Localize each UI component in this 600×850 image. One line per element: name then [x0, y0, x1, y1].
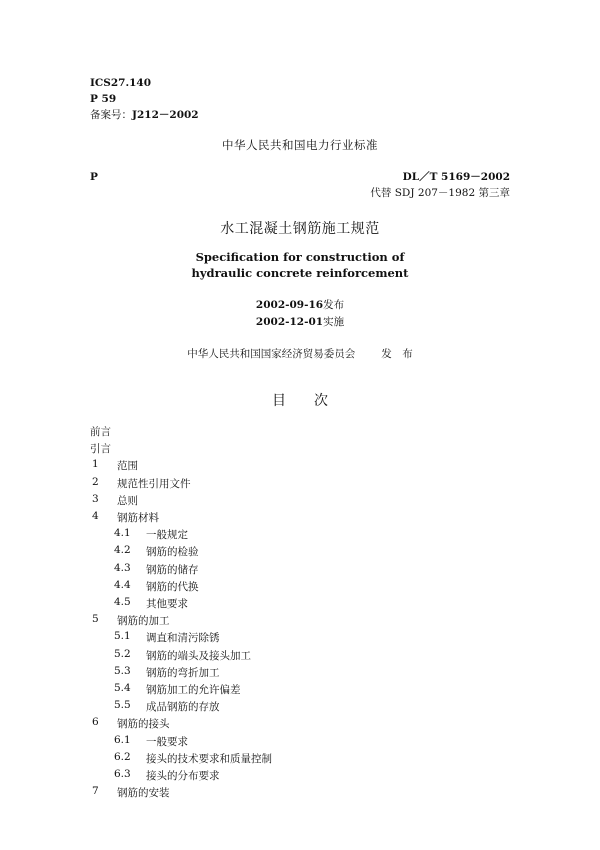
- toc-item-title: 引言: [90, 443, 111, 456]
- toc-item-title: 一般规定: [146, 529, 188, 542]
- document-title-en-line1: Specification for construction of: [195, 250, 405, 264]
- toc-item-number: 4.1: [114, 527, 131, 540]
- issuer: [0, 347, 600, 361]
- document-title-cn: 水工混凝土钢筋施工规范: [220, 221, 380, 237]
- p-code: P 59: [90, 93, 117, 105]
- toc-item-title: 成品钢筋的存放: [146, 701, 220, 714]
- toc-item-title: 钢筋的接头: [117, 718, 170, 731]
- toc-item-number: 4: [92, 510, 99, 522]
- toc-item-number: 5.4: [114, 682, 131, 694]
- issuer-action: 发 布: [381, 348, 413, 360]
- implement-date-value: 2002-12-01: [255, 316, 324, 328]
- toc-item-number: 5.1: [114, 630, 131, 643]
- industry-standard-title: 中华人民共和国电力行业标准: [222, 138, 378, 152]
- toc-item-number: 4.2: [114, 544, 131, 557]
- implement-date: [0, 315, 600, 329]
- toc-heading: 目 次: [272, 393, 328, 409]
- toc-item-title: 总则: [117, 494, 138, 507]
- toc-item-title: 钢筋的检验: [146, 546, 199, 559]
- toc-item-title: 接头的分布要求: [146, 770, 220, 782]
- toc-item-title: 接头的技术要求和质量控制: [146, 752, 272, 765]
- toc-item-title: 钢筋的代换: [146, 580, 199, 593]
- toc-item-title: 钢筋加工的允许偏差: [146, 684, 241, 696]
- implement-label: 实施: [323, 316, 345, 328]
- toc-item-number: 4.4: [114, 578, 131, 591]
- toc-item-title: 调直和清污除锈: [146, 632, 220, 645]
- replaces-note: 代替 SDJ 207－1982 第三章: [370, 187, 510, 199]
- publish-date: [0, 298, 600, 312]
- toc-item-number: 4.5: [114, 596, 131, 608]
- toc-item-number: 5.3: [114, 664, 131, 677]
- toc-item-number: 1: [92, 458, 99, 471]
- toc-item-number: 3: [92, 492, 99, 505]
- toc-item-number: 6.3: [114, 768, 131, 780]
- toc-item-number: 2: [92, 475, 99, 488]
- toc-item-number: 5.2: [114, 647, 131, 660]
- toc-item-title: 一般要求: [146, 735, 188, 748]
- standard-number: DL／T 5169－2002: [402, 171, 510, 183]
- toc-item-number: 4.3: [114, 561, 131, 574]
- toc-item-title: 钢筋的端头及接头加工: [146, 649, 251, 662]
- toc-item-title: 钢筋的储存: [146, 563, 199, 576]
- toc-item-title: 钢筋的弯折加工: [146, 666, 220, 679]
- record-number: [90, 108, 199, 122]
- record-prefix: 备案号：: [90, 109, 132, 121]
- document-title-en-line2: hydraulic concrete reinforcement: [191, 266, 409, 280]
- toc-item-title: 钢筋的加工: [117, 615, 170, 628]
- toc-item-number: 6: [92, 716, 99, 729]
- issuer-name: 中华人民共和国国家经济贸易委员会: [187, 348, 356, 360]
- ics-code: ICS27.140: [90, 77, 152, 89]
- toc-item-number: 6.1: [114, 733, 131, 746]
- toc-item-title: 范围: [117, 460, 138, 473]
- toc-item-number: 5.5: [114, 699, 131, 712]
- toc-item-number: 5: [92, 613, 99, 626]
- publish-date-value: 2002-09-16: [255, 299, 324, 311]
- toc-item-number: 6.2: [114, 750, 131, 763]
- toc-item-title: 其他要求: [146, 598, 188, 610]
- category-code: P: [90, 171, 98, 183]
- toc-item-title: 规范性引用文件: [117, 477, 191, 490]
- toc-item-title: 钢筋的安装: [117, 787, 170, 800]
- toc-item-title: 前言: [90, 426, 111, 438]
- publish-label: 发布: [323, 299, 345, 311]
- record-value: J212－2002: [132, 109, 199, 121]
- toc-item-title: 钢筋材料: [117, 512, 159, 524]
- toc-item-number: 7: [92, 785, 99, 798]
